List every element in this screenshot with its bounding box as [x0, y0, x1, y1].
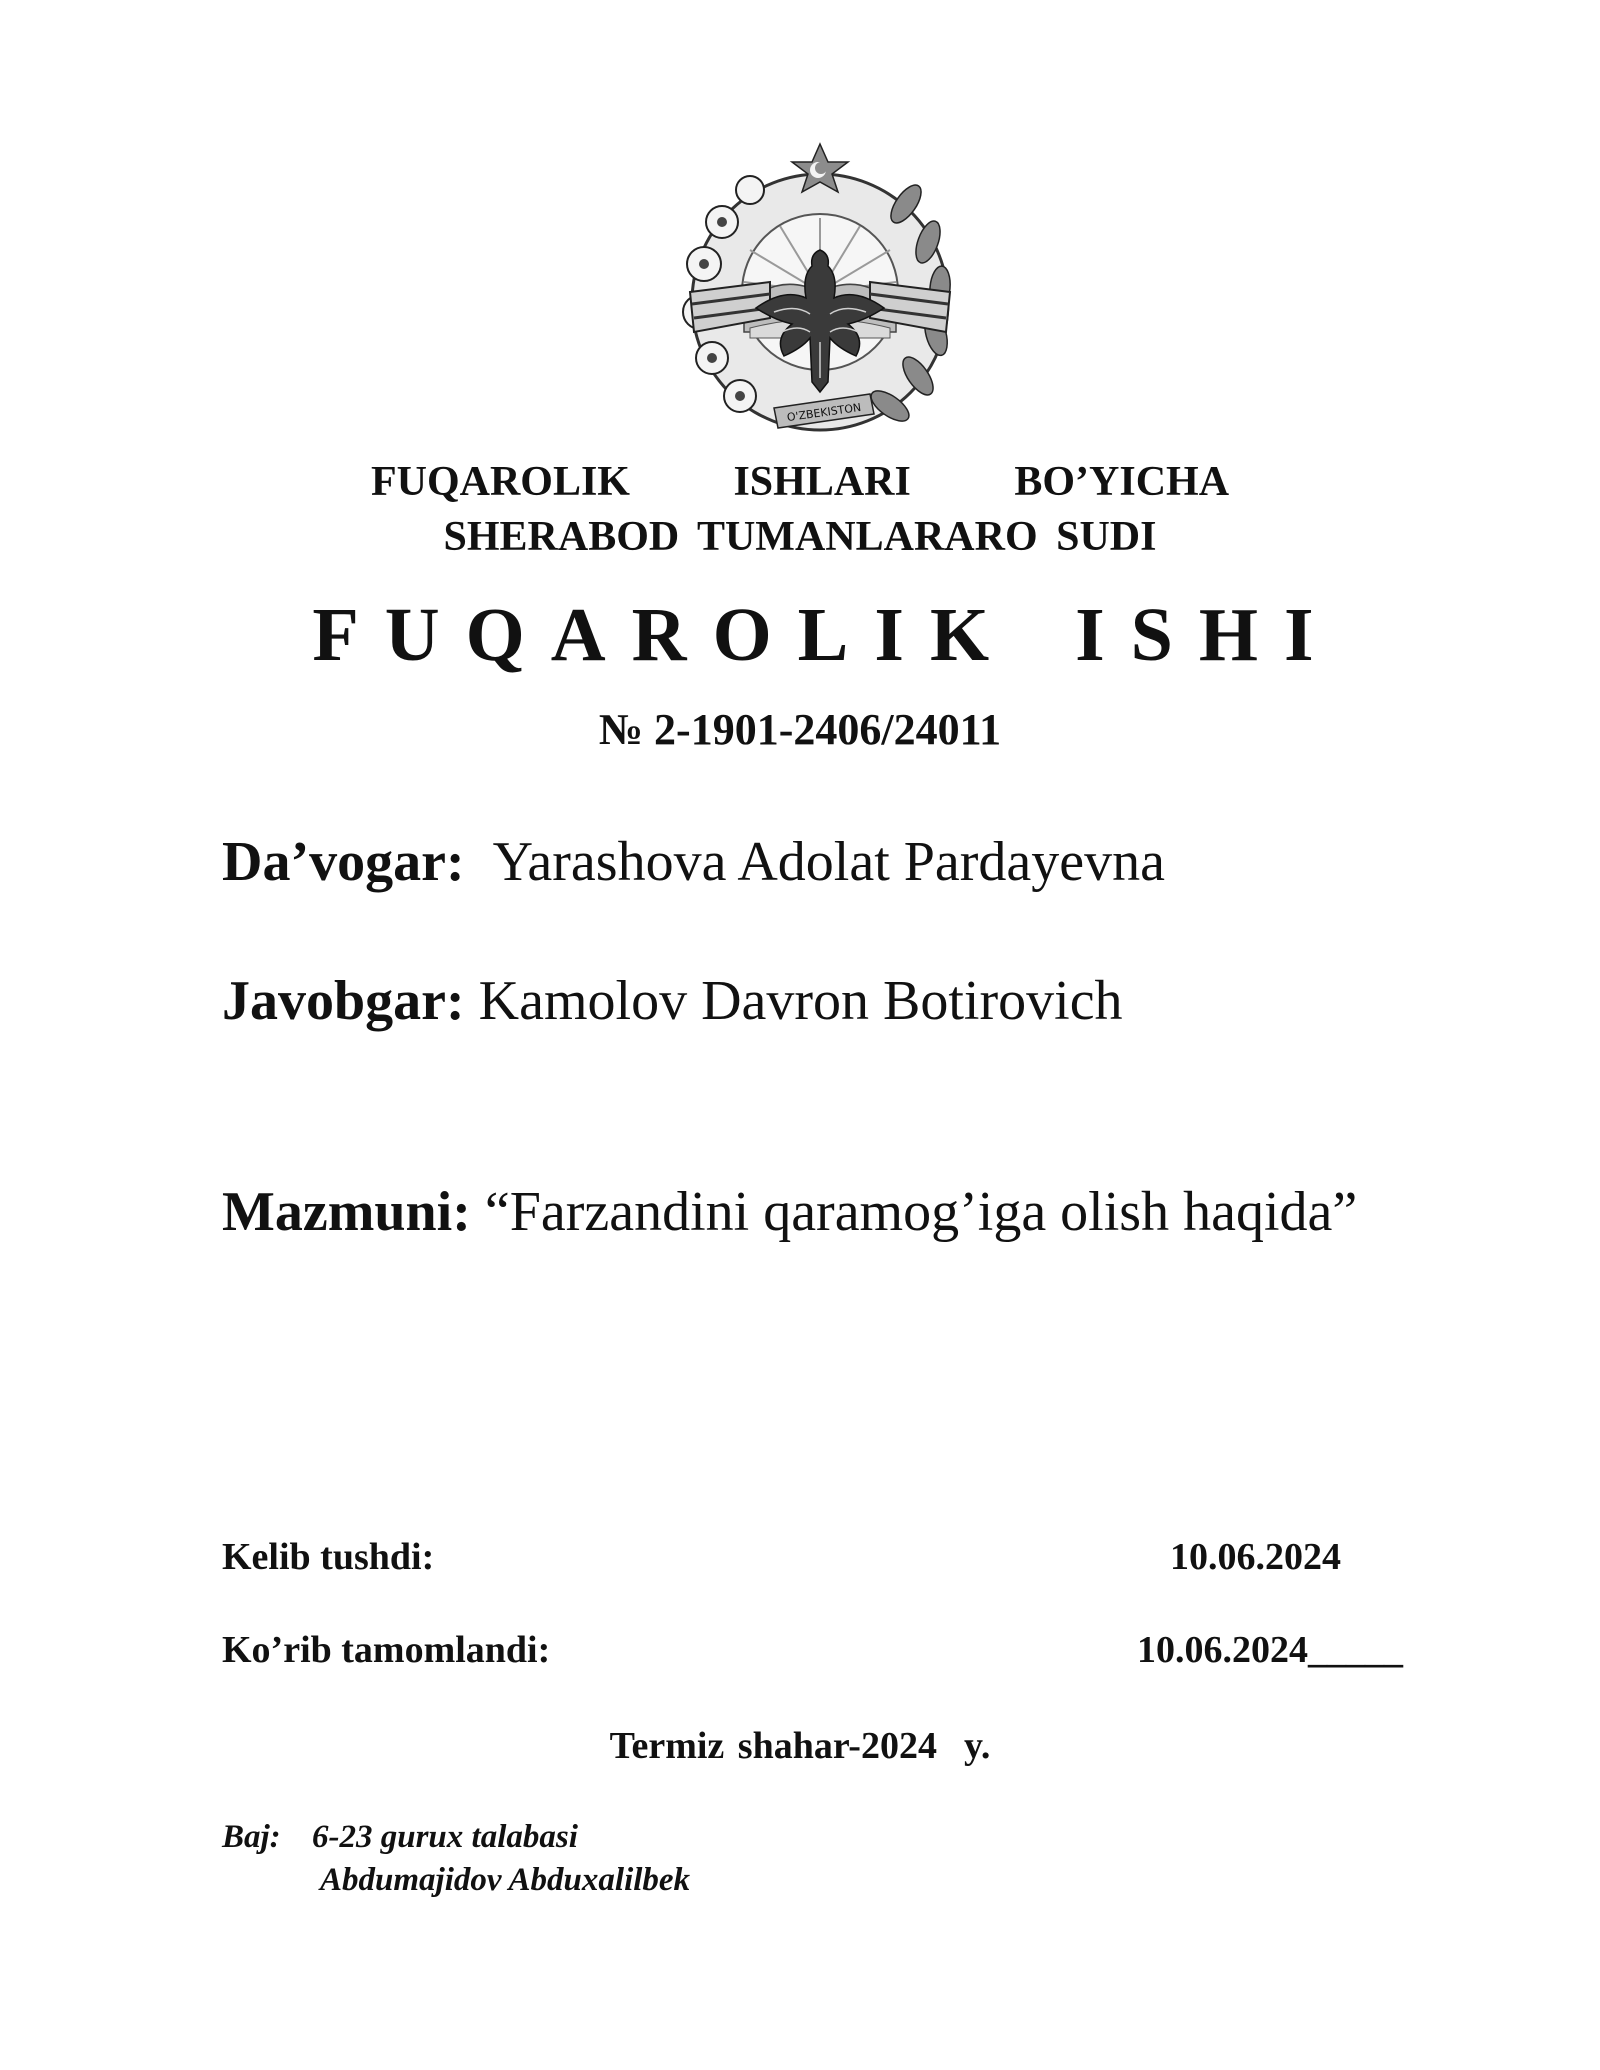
received-date: 10.06.2024 [1170, 1536, 1341, 1578]
court-name-line-1: FUQAROLIK ISHLARI BO’YICHA [370, 459, 1230, 505]
subject-label: Mazmuni: [222, 1181, 471, 1243]
defendant-label: Javobgar: [222, 970, 465, 1032]
plaintiff-name: Yarashova Adolat Pardayevna [492, 831, 1165, 893]
plaintiff-label: Da’vogar: [222, 831, 465, 893]
court-name-line-2: SHERABOD TUMANLARARO SUDI [443, 514, 1157, 560]
subject-row [222, 1177, 1357, 1247]
document-title [0, 590, 1600, 680]
case-number: № 2-1901-2406/24011 [598, 705, 1002, 754]
emblem-ribbon-text: O'ZBEKISTON [786, 400, 862, 425]
executor-group: 6-23 gurux talabasi [312, 1819, 578, 1855]
document-title-word-1: FUQAROLIK [312, 593, 1016, 677]
state-emblem [670, 142, 970, 442]
executor-label: Baj: [222, 1819, 281, 1855]
subject-text: “Farzandini qaramog’iga olish haqida” [484, 1181, 1358, 1243]
defendant-name: Kamolov Davron Botirovich [478, 970, 1123, 1032]
city-year: Termiz shahar-2024 y. [609, 1725, 991, 1767]
completed-label: Ko’rib tamomlandi: [222, 1629, 551, 1671]
document-title-word-2: ISHI [1075, 593, 1340, 677]
executor-name: Abdumajidov Abduxalilbek [320, 1862, 691, 1898]
defendant-row [222, 966, 1123, 1036]
received-label: Kelib tushdi: [222, 1536, 435, 1578]
plaintiff-row [222, 827, 1165, 897]
completed-date: 10.06.2024_____ [1137, 1629, 1403, 1671]
